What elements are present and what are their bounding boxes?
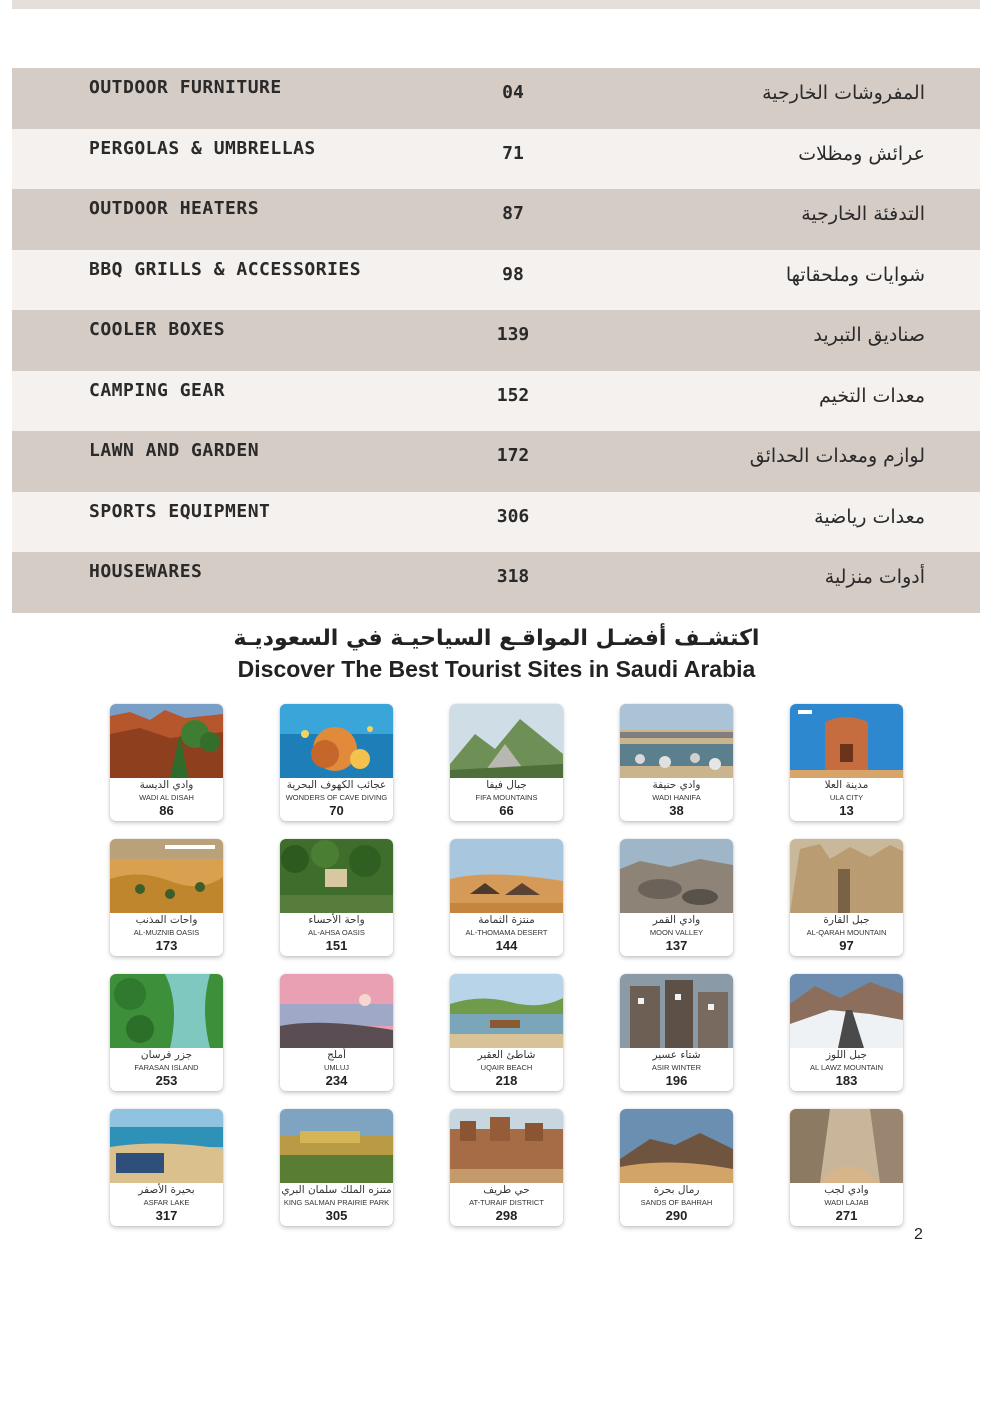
- toc-category-arabic: عرائش ومظلات: [798, 142, 925, 165]
- site-card[interactable]: [110, 704, 223, 821]
- site-photo: [450, 1109, 563, 1183]
- site-name-english: WADI LAJAB: [824, 1198, 869, 1207]
- site-name-english: AL-THOMAMA DESERT: [465, 928, 548, 937]
- page-number: 2: [914, 1226, 923, 1243]
- site-page-number: 234: [325, 1073, 348, 1088]
- site-page-number: 196: [665, 1073, 688, 1088]
- site-page-number: 86: [159, 803, 174, 818]
- site-name-arabic: مدينة العلا: [824, 779, 869, 791]
- toc-category-english: BBQ GRILLS & ACCESSORIES: [89, 258, 362, 280]
- site-page-number: 271: [835, 1208, 858, 1223]
- site-card[interactable]: [280, 974, 393, 1091]
- site-page-number: 38: [669, 803, 684, 818]
- site-name-arabic: منتزة الثمامة: [478, 914, 535, 926]
- site-name-english: AT-TURAIF DISTRICT: [469, 1198, 544, 1207]
- site-name-arabic: حي طريف: [483, 1184, 530, 1196]
- toc-page-number: 318: [496, 566, 530, 587]
- site-name-arabic: عجائب الكهوف البحرية: [286, 779, 387, 791]
- site-name-english: AL-MUZNIB OASIS: [133, 928, 200, 937]
- site-name-english: MOON VALLEY: [649, 928, 704, 937]
- site-name-english: UMLUJ: [323, 1063, 349, 1072]
- site-card[interactable]: [110, 839, 223, 956]
- site-name-english: ASIR WINTER: [651, 1063, 702, 1072]
- site-name-arabic: واحة الأحساء: [308, 914, 365, 926]
- site-card[interactable]: [110, 1109, 223, 1226]
- site-name-arabic: شتاء عسير: [652, 1049, 701, 1061]
- site-name-arabic: جبل القارة: [823, 914, 870, 926]
- site-photo: [280, 839, 393, 913]
- site-photo: [790, 704, 903, 778]
- site-page-number: 137: [665, 938, 688, 953]
- toc-category-english: COOLER BOXES: [89, 319, 226, 340]
- toc-row[interactable]: [12, 129, 980, 190]
- toc-row[interactable]: [12, 431, 980, 492]
- site-page-number: 70: [329, 803, 344, 818]
- toc-page-number: 152: [496, 384, 530, 406]
- site-page-number: 298: [495, 1208, 518, 1223]
- toc-row[interactable]: [12, 310, 980, 371]
- site-name-english: KING SALMAN PRAIRIE PARK: [283, 1198, 390, 1207]
- site-name-arabic: وادي حنيفة: [652, 779, 701, 791]
- site-card[interactable]: [280, 839, 393, 956]
- site-page-number: 151: [325, 938, 348, 953]
- site-name-english: WADI HANIFA: [652, 793, 701, 802]
- toc-category-english: OUTDOOR HEATERS: [89, 198, 260, 219]
- site-photo: [450, 704, 563, 778]
- site-photo: [110, 974, 223, 1048]
- toc-category-english: HOUSEWARES: [89, 561, 203, 582]
- site-name-english: ULA CITY: [829, 793, 864, 802]
- site-photo: [450, 974, 563, 1048]
- site-name-arabic: متنزه الملك سلمان البري: [281, 1184, 392, 1196]
- site-name-english: AL LAWZ MOUNTAIN: [809, 1063, 884, 1072]
- discover-title-english: Discover The Best Tourist Sites in Saudi Arabia: [237, 656, 756, 682]
- site-card[interactable]: [450, 1109, 563, 1226]
- site-name-english: WADI AL DISAH: [139, 793, 194, 802]
- toc-category-english: SPORTS EQUIPMENT: [89, 500, 271, 522]
- toc-page-number: 172: [496, 445, 530, 466]
- site-photo: [450, 839, 563, 913]
- toc-category-arabic: التدفئة الخارجية: [801, 203, 925, 225]
- toc-row[interactable]: [12, 68, 980, 129]
- site-name-arabic: جبل اللوز: [825, 1049, 868, 1061]
- site-card[interactable]: [280, 1109, 393, 1226]
- site-card[interactable]: [620, 704, 733, 821]
- top-divider-strip: [12, 0, 980, 9]
- site-page-number: 183: [835, 1073, 858, 1088]
- site-photo: [790, 974, 903, 1048]
- site-photo: [110, 839, 223, 913]
- toc-category-english: OUTDOOR FURNITURE: [89, 77, 282, 98]
- site-page-number: 144: [495, 938, 518, 953]
- site-page-number: 97: [839, 938, 854, 953]
- toc-page-number: 04: [502, 82, 524, 103]
- site-name-arabic: وادي لجب: [824, 1184, 869, 1196]
- site-page-number: 317: [155, 1208, 178, 1223]
- toc-page-number: 71: [502, 142, 524, 164]
- site-name-arabic: رمال بحرة: [653, 1184, 700, 1196]
- site-name-english: FIFA MOUNTAINS: [475, 793, 538, 802]
- site-name-english: AL-AHSA OASIS: [308, 928, 365, 937]
- toc-row[interactable]: [12, 189, 980, 250]
- site-photo: [790, 839, 903, 913]
- site-card[interactable]: [110, 974, 223, 1091]
- site-name-english: WONDERS OF CAVE DIVING: [285, 793, 388, 802]
- site-photo: [280, 1109, 393, 1183]
- table-of-contents: [12, 68, 980, 613]
- site-name-english: SANDS OF BAHRAH: [640, 1198, 713, 1207]
- toc-row[interactable]: [12, 492, 980, 553]
- site-card[interactable]: [790, 704, 903, 821]
- toc-category-arabic: شوايات وملحقاتها: [785, 263, 925, 286]
- site-name-english: UQAIR BEACH: [480, 1063, 533, 1072]
- toc-page-number: 306: [496, 505, 530, 527]
- toc-row[interactable]: [12, 250, 980, 311]
- site-photo: [620, 974, 733, 1048]
- toc-category-arabic: صناديق التبريد: [813, 324, 925, 346]
- site-name-arabic: بحيرة الأصفر: [138, 1184, 195, 1196]
- site-name-english: AL-QARAH MOUNTAIN: [806, 928, 887, 937]
- site-name-arabic: جبال فيفا: [486, 779, 527, 791]
- site-page-number: 290: [665, 1208, 688, 1223]
- site-card[interactable]: [620, 1109, 733, 1226]
- site-photo: [620, 839, 733, 913]
- toc-category-arabic: معدات التخيم: [819, 384, 925, 407]
- toc-category-english: LAWN AND GARDEN: [89, 440, 260, 461]
- site-name-english: FARASAN ISLAND: [134, 1063, 199, 1072]
- site-card[interactable]: [450, 704, 563, 821]
- site-name-arabic: وادي القمر: [652, 914, 701, 926]
- site-page-number: 253: [155, 1073, 178, 1088]
- toc-row[interactable]: [12, 552, 980, 613]
- site-photo: [110, 704, 223, 778]
- site-photo: [110, 1109, 223, 1183]
- site-card[interactable]: [790, 1109, 903, 1226]
- toc-category-arabic: المفروشات الخارجية: [762, 82, 925, 104]
- site-page-number: 173: [155, 938, 178, 953]
- site-name-arabic: شاطئ العقير: [477, 1049, 536, 1061]
- site-page-number: 305: [325, 1208, 348, 1223]
- site-photo: [620, 1109, 733, 1183]
- site-card[interactable]: [790, 974, 903, 1091]
- site-photo: [790, 1109, 903, 1183]
- site-page-number: 66: [499, 803, 514, 818]
- toc-category-arabic: لوازم ومعدات الحدائق: [749, 445, 925, 467]
- toc-category-english: PERGOLAS & UMBRELLAS: [89, 137, 316, 159]
- site-page-number: 218: [495, 1073, 518, 1088]
- site-card[interactable]: [620, 839, 733, 956]
- site-photo: [280, 704, 393, 778]
- site-photo: [280, 974, 393, 1048]
- toc-category-arabic: معدات رياضية: [814, 505, 925, 528]
- toc-page-number: 98: [502, 263, 524, 285]
- site-name-arabic: أملج: [327, 1049, 346, 1061]
- toc-row[interactable]: [12, 371, 980, 432]
- site-name-arabic: واحات المذنب: [135, 914, 198, 926]
- toc-page-number: 87: [502, 203, 524, 224]
- discover-title-arabic: اكتشـف أفضـل المواقـع السياحيـة في السعوديـة: [233, 626, 760, 651]
- site-card[interactable]: [790, 839, 903, 956]
- site-page-number: 13: [839, 803, 854, 818]
- site-card[interactable]: [280, 704, 393, 821]
- tourist-sites-grid: [110, 704, 905, 1226]
- toc-page-number: 139: [496, 324, 530, 345]
- toc-category-arabic: أدوات منزلية: [824, 566, 925, 588]
- site-name-arabic: جزر فرسان: [140, 1049, 193, 1061]
- site-photo: [620, 704, 733, 778]
- site-card[interactable]: [450, 839, 563, 956]
- site-card[interactable]: [620, 974, 733, 1091]
- site-name-english: ASFAR LAKE: [143, 1198, 190, 1207]
- site-card[interactable]: [450, 974, 563, 1091]
- toc-category-english: CAMPING GEAR: [89, 379, 226, 401]
- site-name-arabic: وادي الديسة: [139, 779, 194, 791]
